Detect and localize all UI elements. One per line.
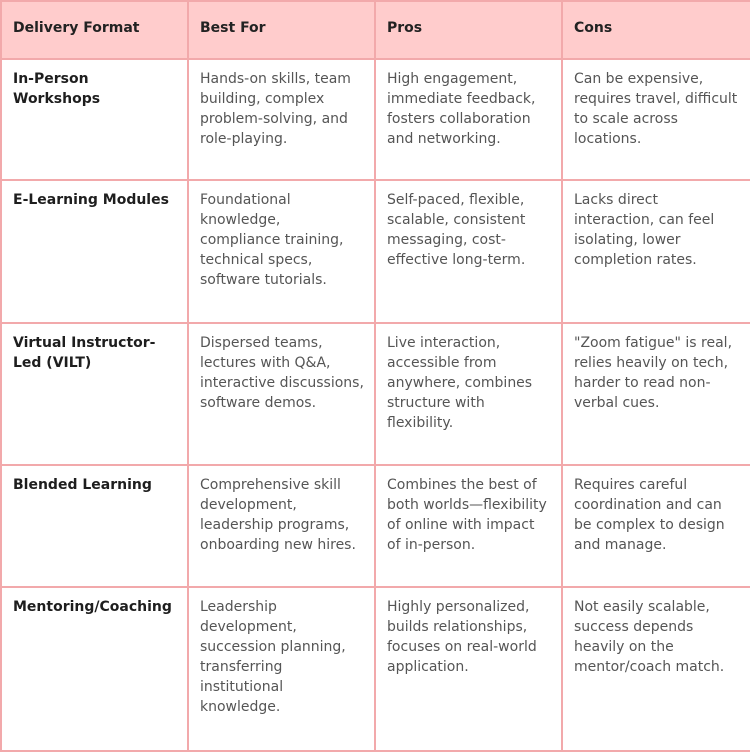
format-cell: In-Person Workshops [1, 59, 188, 180]
best-for-cell: Leadership development, succession planning, transferring institutional knowledge. [188, 587, 375, 751]
format-cell: E-Learning Modules [1, 180, 188, 323]
pros-cell: Self-paced, flexible, scalable, consistent messaging, cost-effective long-term. [375, 180, 562, 323]
format-cell: Mentoring/Coaching [1, 587, 188, 751]
pros-cell: Live interaction, accessible from anywhere, combines structure with flexibility. [375, 323, 562, 465]
table-row [1, 59, 750, 180]
pros-cell: Combines the best of both worlds—flexibility of online with impact of in-person. [375, 465, 562, 587]
table-header-row [1, 1, 750, 59]
pros-cell: High engagement, immediate feedback, fosters collaboration and networking. [375, 59, 562, 180]
cons-cell: Not easily scalable, success depends heavily on the mentor/coach match. [562, 587, 750, 751]
header-cons: Cons [562, 1, 750, 59]
pros-cell: Highly personalized, builds relationships, focuses on real-world application. [375, 587, 562, 751]
cons-cell: Requires careful coordination and can be complex to design and manage. [562, 465, 750, 587]
best-for-cell: Foundational knowledge, compliance training, technical specs, software tutorials. [188, 180, 375, 323]
best-for-cell: Comprehensive skill development, leadership programs, onboarding new hires. [188, 465, 375, 587]
header-delivery-format: Delivery Format [1, 1, 188, 59]
table-row [1, 180, 750, 323]
header-best-for: Best For [188, 1, 375, 59]
cons-cell: "Zoom fatigue" is real, relies heavily on tech, harder to read non-verbal cues. [562, 323, 750, 465]
table-row [1, 587, 750, 751]
best-for-cell: Dispersed teams, lectures with Q&A, interactive discussions, software demos. [188, 323, 375, 465]
header-pros: Pros [375, 1, 562, 59]
format-cell: Blended Learning [1, 465, 188, 587]
format-cell: Virtual Instructor-Led (VILT) [1, 323, 188, 465]
table-row [1, 323, 750, 465]
table-row [1, 465, 750, 587]
cons-cell: Can be expensive, requires travel, difficult to scale across locations. [562, 59, 750, 180]
best-for-cell: Hands-on skills, team building, complex problem-solving, and role-playing. [188, 59, 375, 180]
cons-cell: Lacks direct interaction, can feel isolating, lower completion rates. [562, 180, 750, 323]
